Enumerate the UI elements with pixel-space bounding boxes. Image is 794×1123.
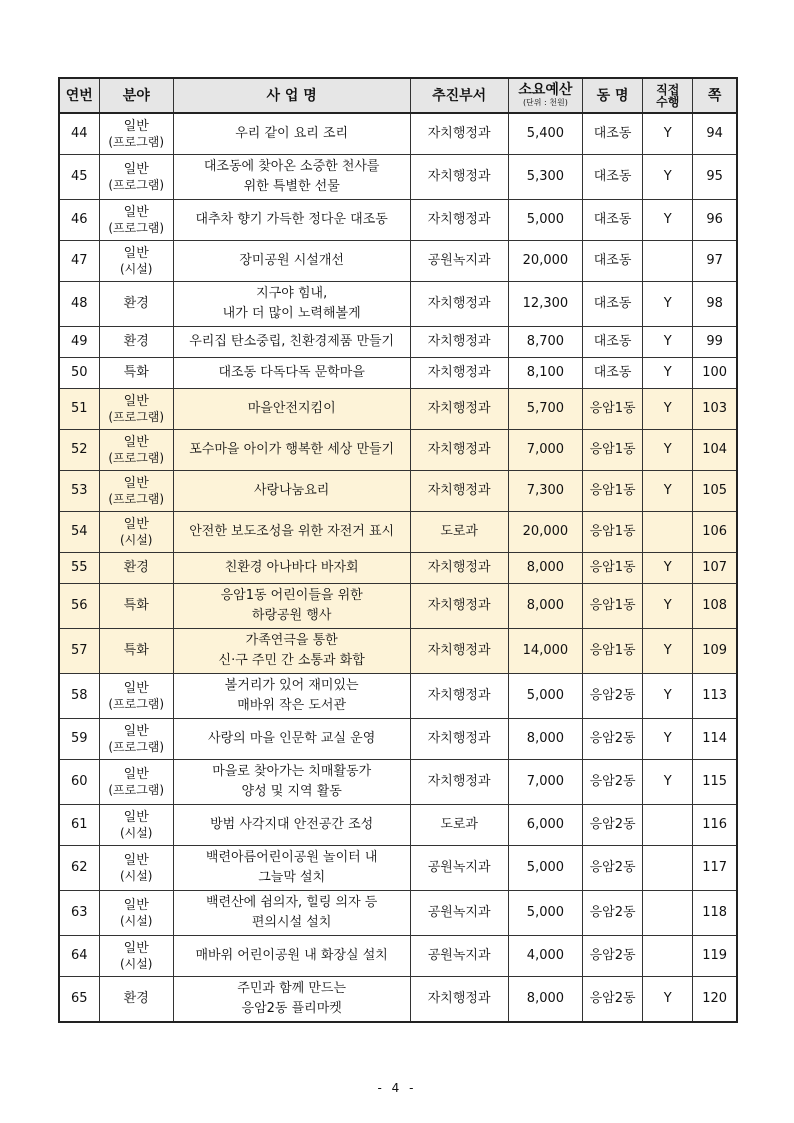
cell-budget: 5,000 <box>508 674 582 719</box>
cell-dong: 응암2동 <box>583 719 643 760</box>
cell-category <box>99 891 173 936</box>
cell-dong: 대조동 <box>583 282 643 327</box>
cell-department: 자치행정과 <box>410 113 508 155</box>
table-row <box>59 155 737 200</box>
cell-page: 116 <box>693 805 737 846</box>
header-budget-unit: (단위 : 천원) <box>522 98 568 107</box>
cell-page: 109 <box>693 629 737 674</box>
project-name-line1: 응암1동 어린이들을 위한 <box>220 588 363 603</box>
category-main: 일반 <box>123 724 149 739</box>
category-main: 일반 <box>123 476 149 491</box>
category-main: 환경 <box>123 560 149 575</box>
cell-page: 119 <box>693 936 737 977</box>
cell-page: 106 <box>693 512 737 553</box>
project-name-line1: 볼거리가 있어 재미있는 <box>224 678 359 693</box>
cell-category <box>99 200 173 241</box>
header-direct-line1: 직접 <box>656 82 680 97</box>
cell-department: 자치행정과 <box>410 760 508 805</box>
cell-no: 54 <box>59 512 99 553</box>
category-sub: (프로그램) <box>108 135 165 149</box>
cell-project-name <box>173 358 410 389</box>
project-name-line1: 대조동 다독다독 문학마을 <box>218 365 365 380</box>
cell-direct: Y <box>643 200 693 241</box>
category-sub: (프로그램) <box>108 221 165 235</box>
table-row <box>59 584 737 629</box>
cell-direct: Y <box>643 389 693 430</box>
cell-project-name <box>173 977 410 1023</box>
category-main: 특화 <box>123 365 149 380</box>
table-row <box>59 629 737 674</box>
category-main: 일반 <box>123 941 149 956</box>
cell-budget: 5,000 <box>508 846 582 891</box>
cell-direct <box>643 241 693 282</box>
cell-no: 50 <box>59 358 99 389</box>
category-sub: (프로그램) <box>108 697 165 711</box>
cell-no: 58 <box>59 674 99 719</box>
cell-department: 자치행정과 <box>410 977 508 1023</box>
cell-category <box>99 471 173 512</box>
page-number: - 4 - <box>377 1081 417 1095</box>
cell-project-name <box>173 936 410 977</box>
cell-department: 자치행정과 <box>410 282 508 327</box>
cell-dong: 대조동 <box>583 155 643 200</box>
category-main: 환경 <box>123 296 149 311</box>
cell-department: 자치행정과 <box>410 584 508 629</box>
cell-direct <box>643 805 693 846</box>
cell-budget: 8,000 <box>508 584 582 629</box>
table-row <box>59 674 737 719</box>
cell-direct: Y <box>643 674 693 719</box>
cell-department: 자치행정과 <box>410 389 508 430</box>
cell-no: 65 <box>59 977 99 1023</box>
project-name-line1: 사랑나눔요리 <box>253 483 330 498</box>
cell-department: 자치행정과 <box>410 155 508 200</box>
cell-project-name <box>173 805 410 846</box>
cell-project-name <box>173 200 410 241</box>
project-name-line2: 하랑공원 행사 <box>251 608 332 623</box>
category-sub: (프로그램) <box>108 492 165 506</box>
project-name-line1: 방범 사각지대 안전공간 조성 <box>210 817 374 832</box>
cell-project-name <box>173 719 410 760</box>
cell-budget: 8,700 <box>508 327 582 358</box>
cell-budget: 5,000 <box>508 891 582 936</box>
cell-no: 60 <box>59 760 99 805</box>
cell-category <box>99 389 173 430</box>
category-main: 일반 <box>123 898 149 913</box>
table-body <box>59 113 737 1022</box>
cell-direct: Y <box>643 977 693 1023</box>
cell-category <box>99 805 173 846</box>
cell-dong: 응암1동 <box>583 629 643 674</box>
cell-dong: 대조동 <box>583 327 643 358</box>
category-sub: (시설) <box>119 533 153 547</box>
cell-no: 55 <box>59 553 99 584</box>
project-table <box>58 77 738 1023</box>
cell-direct: Y <box>643 113 693 155</box>
table-row <box>59 719 737 760</box>
cell-dong: 응암2동 <box>583 674 643 719</box>
cell-budget: 8,100 <box>508 358 582 389</box>
project-name-line2: 매바위 작은 도서관 <box>237 698 347 713</box>
category-sub: (시설) <box>119 262 153 276</box>
project-name-line1: 우리집 탄소중립, 친환경제품 만들기 <box>189 334 395 349</box>
project-name-line1: 매바위 어린이공원 내 화장실 설치 <box>195 948 388 963</box>
cell-project-name <box>173 471 410 512</box>
table-row <box>59 327 737 358</box>
cell-budget: 12,300 <box>508 282 582 327</box>
table-row <box>59 200 737 241</box>
header-direct <box>643 78 693 113</box>
project-name-line1: 포수마을 아이가 행복한 세상 만들기 <box>189 442 395 457</box>
cell-category <box>99 936 173 977</box>
header-department: 추진부서 <box>410 78 508 113</box>
cell-dong: 응암2동 <box>583 891 643 936</box>
cell-category <box>99 241 173 282</box>
cell-dong: 응암1동 <box>583 430 643 471</box>
cell-dong: 응암2동 <box>583 805 643 846</box>
cell-budget: 8,000 <box>508 719 582 760</box>
cell-category <box>99 113 173 155</box>
project-name-line1: 마을안전지킴이 <box>247 401 336 416</box>
cell-no: 51 <box>59 389 99 430</box>
cell-department: 자치행정과 <box>410 327 508 358</box>
cell-direct: Y <box>643 629 693 674</box>
cell-department: 자치행정과 <box>410 553 508 584</box>
category-main: 일반 <box>123 205 149 220</box>
table-row <box>59 471 737 512</box>
header-no: 연번 <box>59 78 99 113</box>
cell-project-name <box>173 584 410 629</box>
cell-no: 53 <box>59 471 99 512</box>
cell-category <box>99 674 173 719</box>
category-main: 일반 <box>123 435 149 450</box>
cell-no: 63 <box>59 891 99 936</box>
category-main: 일반 <box>123 162 149 177</box>
cell-direct: Y <box>643 282 693 327</box>
cell-dong: 응암1동 <box>583 471 643 512</box>
cell-project-name <box>173 760 410 805</box>
project-name-line1: 우리 같이 요리 조리 <box>235 126 349 141</box>
project-name-line1: 대조동에 찾아온 소중한 천사를 <box>203 159 380 174</box>
cell-budget: 5,400 <box>508 113 582 155</box>
project-name-line2: 위한 특별한 선물 <box>243 179 340 194</box>
cell-direct: Y <box>643 584 693 629</box>
cell-no: 59 <box>59 719 99 760</box>
cell-project-name <box>173 327 410 358</box>
cell-budget: 5,300 <box>508 155 582 200</box>
cell-page: 115 <box>693 760 737 805</box>
cell-budget: 6,000 <box>508 805 582 846</box>
table-row <box>59 282 737 327</box>
table-row <box>59 936 737 977</box>
category-sub: (프로그램) <box>108 740 165 754</box>
cell-direct: Y <box>643 553 693 584</box>
cell-page: 98 <box>693 282 737 327</box>
cell-no: 56 <box>59 584 99 629</box>
table-row <box>59 846 737 891</box>
cell-page: 113 <box>693 674 737 719</box>
category-sub: (프로그램) <box>108 410 165 424</box>
cell-no: 46 <box>59 200 99 241</box>
cell-dong: 대조동 <box>583 358 643 389</box>
cell-dong: 응암1동 <box>583 584 643 629</box>
table-row <box>59 241 737 282</box>
cell-direct: Y <box>643 719 693 760</box>
cell-category <box>99 430 173 471</box>
cell-page: 95 <box>693 155 737 200</box>
cell-budget: 20,000 <box>508 512 582 553</box>
cell-budget: 5,000 <box>508 200 582 241</box>
cell-no: 48 <box>59 282 99 327</box>
project-name-line2: 양성 및 지역 활동 <box>241 784 342 799</box>
cell-no: 64 <box>59 936 99 977</box>
cell-direct: Y <box>643 155 693 200</box>
cell-no: 49 <box>59 327 99 358</box>
category-main: 일반 <box>123 853 149 868</box>
project-name-line1: 백련산에 쉼의자, 힐링 의자 등 <box>205 895 378 910</box>
cell-page: 114 <box>693 719 737 760</box>
cell-direct <box>643 936 693 977</box>
header-page: 쪽 <box>693 78 737 113</box>
cell-budget: 7,000 <box>508 760 582 805</box>
cell-category <box>99 512 173 553</box>
cell-page: 97 <box>693 241 737 282</box>
project-name-line1: 안전한 보도조성을 위한 자전거 표시 <box>189 524 395 539</box>
cell-department: 공원녹지과 <box>410 891 508 936</box>
category-sub: (시설) <box>119 869 153 883</box>
header-direct-line2: 수행 <box>656 94 680 109</box>
table-row <box>59 113 737 155</box>
table-row <box>59 389 737 430</box>
cell-project-name <box>173 629 410 674</box>
cell-dong: 응암2동 <box>583 846 643 891</box>
header-budget-label: 소요예산 <box>518 82 573 98</box>
cell-project-name <box>173 282 410 327</box>
table-row <box>59 760 737 805</box>
cell-page: 120 <box>693 977 737 1023</box>
cell-page: 104 <box>693 430 737 471</box>
project-name-line2: 편의시설 설치 <box>251 915 332 930</box>
cell-dong: 대조동 <box>583 200 643 241</box>
cell-dong: 대조동 <box>583 241 643 282</box>
cell-department: 공원녹지과 <box>410 241 508 282</box>
project-name-line1: 백련아름어린이공원 놀이터 내 <box>205 850 378 865</box>
cell-project-name <box>173 512 410 553</box>
category-main: 일반 <box>123 681 149 696</box>
project-name-line1: 대추차 향기 가득한 정다운 대조동 <box>195 212 388 227</box>
cell-budget: 14,000 <box>508 629 582 674</box>
project-name-line2: 신·구 주민 간 소통과 화합 <box>218 653 365 668</box>
cell-no: 62 <box>59 846 99 891</box>
cell-category <box>99 719 173 760</box>
cell-department: 자치행정과 <box>410 629 508 674</box>
cell-category <box>99 760 173 805</box>
cell-project-name <box>173 891 410 936</box>
cell-dong: 응암1동 <box>583 512 643 553</box>
table-row <box>59 891 737 936</box>
project-name-line2: 응암2동 플리마켓 <box>241 1001 342 1016</box>
cell-page: 100 <box>693 358 737 389</box>
cell-no: 57 <box>59 629 99 674</box>
cell-project-name <box>173 389 410 430</box>
table-row <box>59 430 737 471</box>
category-sub: (시설) <box>119 957 153 971</box>
project-name-line1: 지구야 힘내, <box>256 286 328 301</box>
project-name-line1: 장미공원 시설개선 <box>239 253 344 268</box>
cell-category <box>99 584 173 629</box>
cell-direct <box>643 891 693 936</box>
cell-dong: 응암2동 <box>583 977 643 1023</box>
cell-budget: 7,300 <box>508 471 582 512</box>
category-main: 특화 <box>123 643 149 658</box>
cell-category <box>99 629 173 674</box>
table-header-row <box>59 78 737 113</box>
table-row <box>59 805 737 846</box>
table-row <box>59 553 737 584</box>
cell-no: 52 <box>59 430 99 471</box>
cell-department: 자치행정과 <box>410 358 508 389</box>
category-sub: (시설) <box>119 914 153 928</box>
category-sub: (프로그램) <box>108 178 165 192</box>
cell-budget: 8,000 <box>508 977 582 1023</box>
cell-category <box>99 846 173 891</box>
cell-page: 108 <box>693 584 737 629</box>
cell-budget: 4,000 <box>508 936 582 977</box>
cell-project-name <box>173 846 410 891</box>
header-budget <box>508 78 582 113</box>
project-name-line1: 친환경 아나바다 바자회 <box>224 560 359 575</box>
cell-dong: 응암2동 <box>583 760 643 805</box>
cell-direct <box>643 846 693 891</box>
cell-project-name <box>173 241 410 282</box>
cell-department: 공원녹지과 <box>410 846 508 891</box>
cell-no: 44 <box>59 113 99 155</box>
cell-dong: 응암2동 <box>583 936 643 977</box>
cell-project-name <box>173 155 410 200</box>
category-main: 일반 <box>123 767 149 782</box>
cell-dong: 대조동 <box>583 113 643 155</box>
cell-direct: Y <box>643 430 693 471</box>
category-main: 일반 <box>123 394 149 409</box>
cell-department: 자치행정과 <box>410 430 508 471</box>
category-main: 일반 <box>123 246 149 261</box>
cell-budget: 5,700 <box>508 389 582 430</box>
cell-page: 117 <box>693 846 737 891</box>
cell-project-name <box>173 113 410 155</box>
cell-department: 자치행정과 <box>410 200 508 241</box>
cell-page: 94 <box>693 113 737 155</box>
cell-budget: 7,000 <box>508 430 582 471</box>
category-main: 일반 <box>123 810 149 825</box>
cell-category <box>99 155 173 200</box>
header-project: 사 업 명 <box>173 78 410 113</box>
cell-direct: Y <box>643 327 693 358</box>
cell-page: 105 <box>693 471 737 512</box>
cell-category <box>99 553 173 584</box>
cell-direct: Y <box>643 760 693 805</box>
category-sub: (프로그램) <box>108 783 165 797</box>
cell-category <box>99 327 173 358</box>
cell-page: 99 <box>693 327 737 358</box>
cell-dong: 응암1동 <box>583 553 643 584</box>
cell-direct <box>643 512 693 553</box>
cell-direct: Y <box>643 471 693 512</box>
project-name-line2: 그늘막 설치 <box>258 870 326 885</box>
cell-department: 도로과 <box>410 805 508 846</box>
category-sub: (프로그램) <box>108 451 165 465</box>
header-dong: 동 명 <box>583 78 643 113</box>
cell-department: 자치행정과 <box>410 719 508 760</box>
cell-page: 118 <box>693 891 737 936</box>
project-name-line1: 가족연극을 통한 <box>245 633 338 648</box>
cell-budget: 20,000 <box>508 241 582 282</box>
cell-no: 47 <box>59 241 99 282</box>
project-name-line1: 사랑의 마을 인문학 교실 운영 <box>208 731 376 746</box>
cell-department: 자치행정과 <box>410 674 508 719</box>
cell-budget: 8,000 <box>508 553 582 584</box>
project-name-line2: 내가 더 많이 노력해볼게 <box>222 306 361 321</box>
cell-project-name <box>173 553 410 584</box>
cell-direct: Y <box>643 358 693 389</box>
cell-project-name <box>173 430 410 471</box>
table-row <box>59 977 737 1023</box>
cell-no: 45 <box>59 155 99 200</box>
cell-department: 도로과 <box>410 512 508 553</box>
cell-dong: 응암1동 <box>583 389 643 430</box>
project-name-line1: 주민과 함께 만드는 <box>237 981 347 996</box>
cell-category <box>99 977 173 1023</box>
category-main: 환경 <box>123 334 149 349</box>
cell-page: 96 <box>693 200 737 241</box>
cell-department: 자치행정과 <box>410 471 508 512</box>
category-main: 환경 <box>123 991 149 1006</box>
table-row <box>59 512 737 553</box>
cell-page: 107 <box>693 553 737 584</box>
category-main: 일반 <box>123 517 149 532</box>
project-name-line1: 마을로 찾아가는 치매활동가 <box>212 764 372 779</box>
category-sub: (시설) <box>119 826 153 840</box>
cell-project-name <box>173 674 410 719</box>
cell-category <box>99 282 173 327</box>
category-main: 특화 <box>123 598 149 613</box>
cell-department: 공원녹지과 <box>410 936 508 977</box>
cell-category <box>99 358 173 389</box>
header-category: 분야 <box>99 78 173 113</box>
category-main: 일반 <box>123 119 149 134</box>
cell-no: 61 <box>59 805 99 846</box>
table-row <box>59 358 737 389</box>
cell-page: 103 <box>693 389 737 430</box>
